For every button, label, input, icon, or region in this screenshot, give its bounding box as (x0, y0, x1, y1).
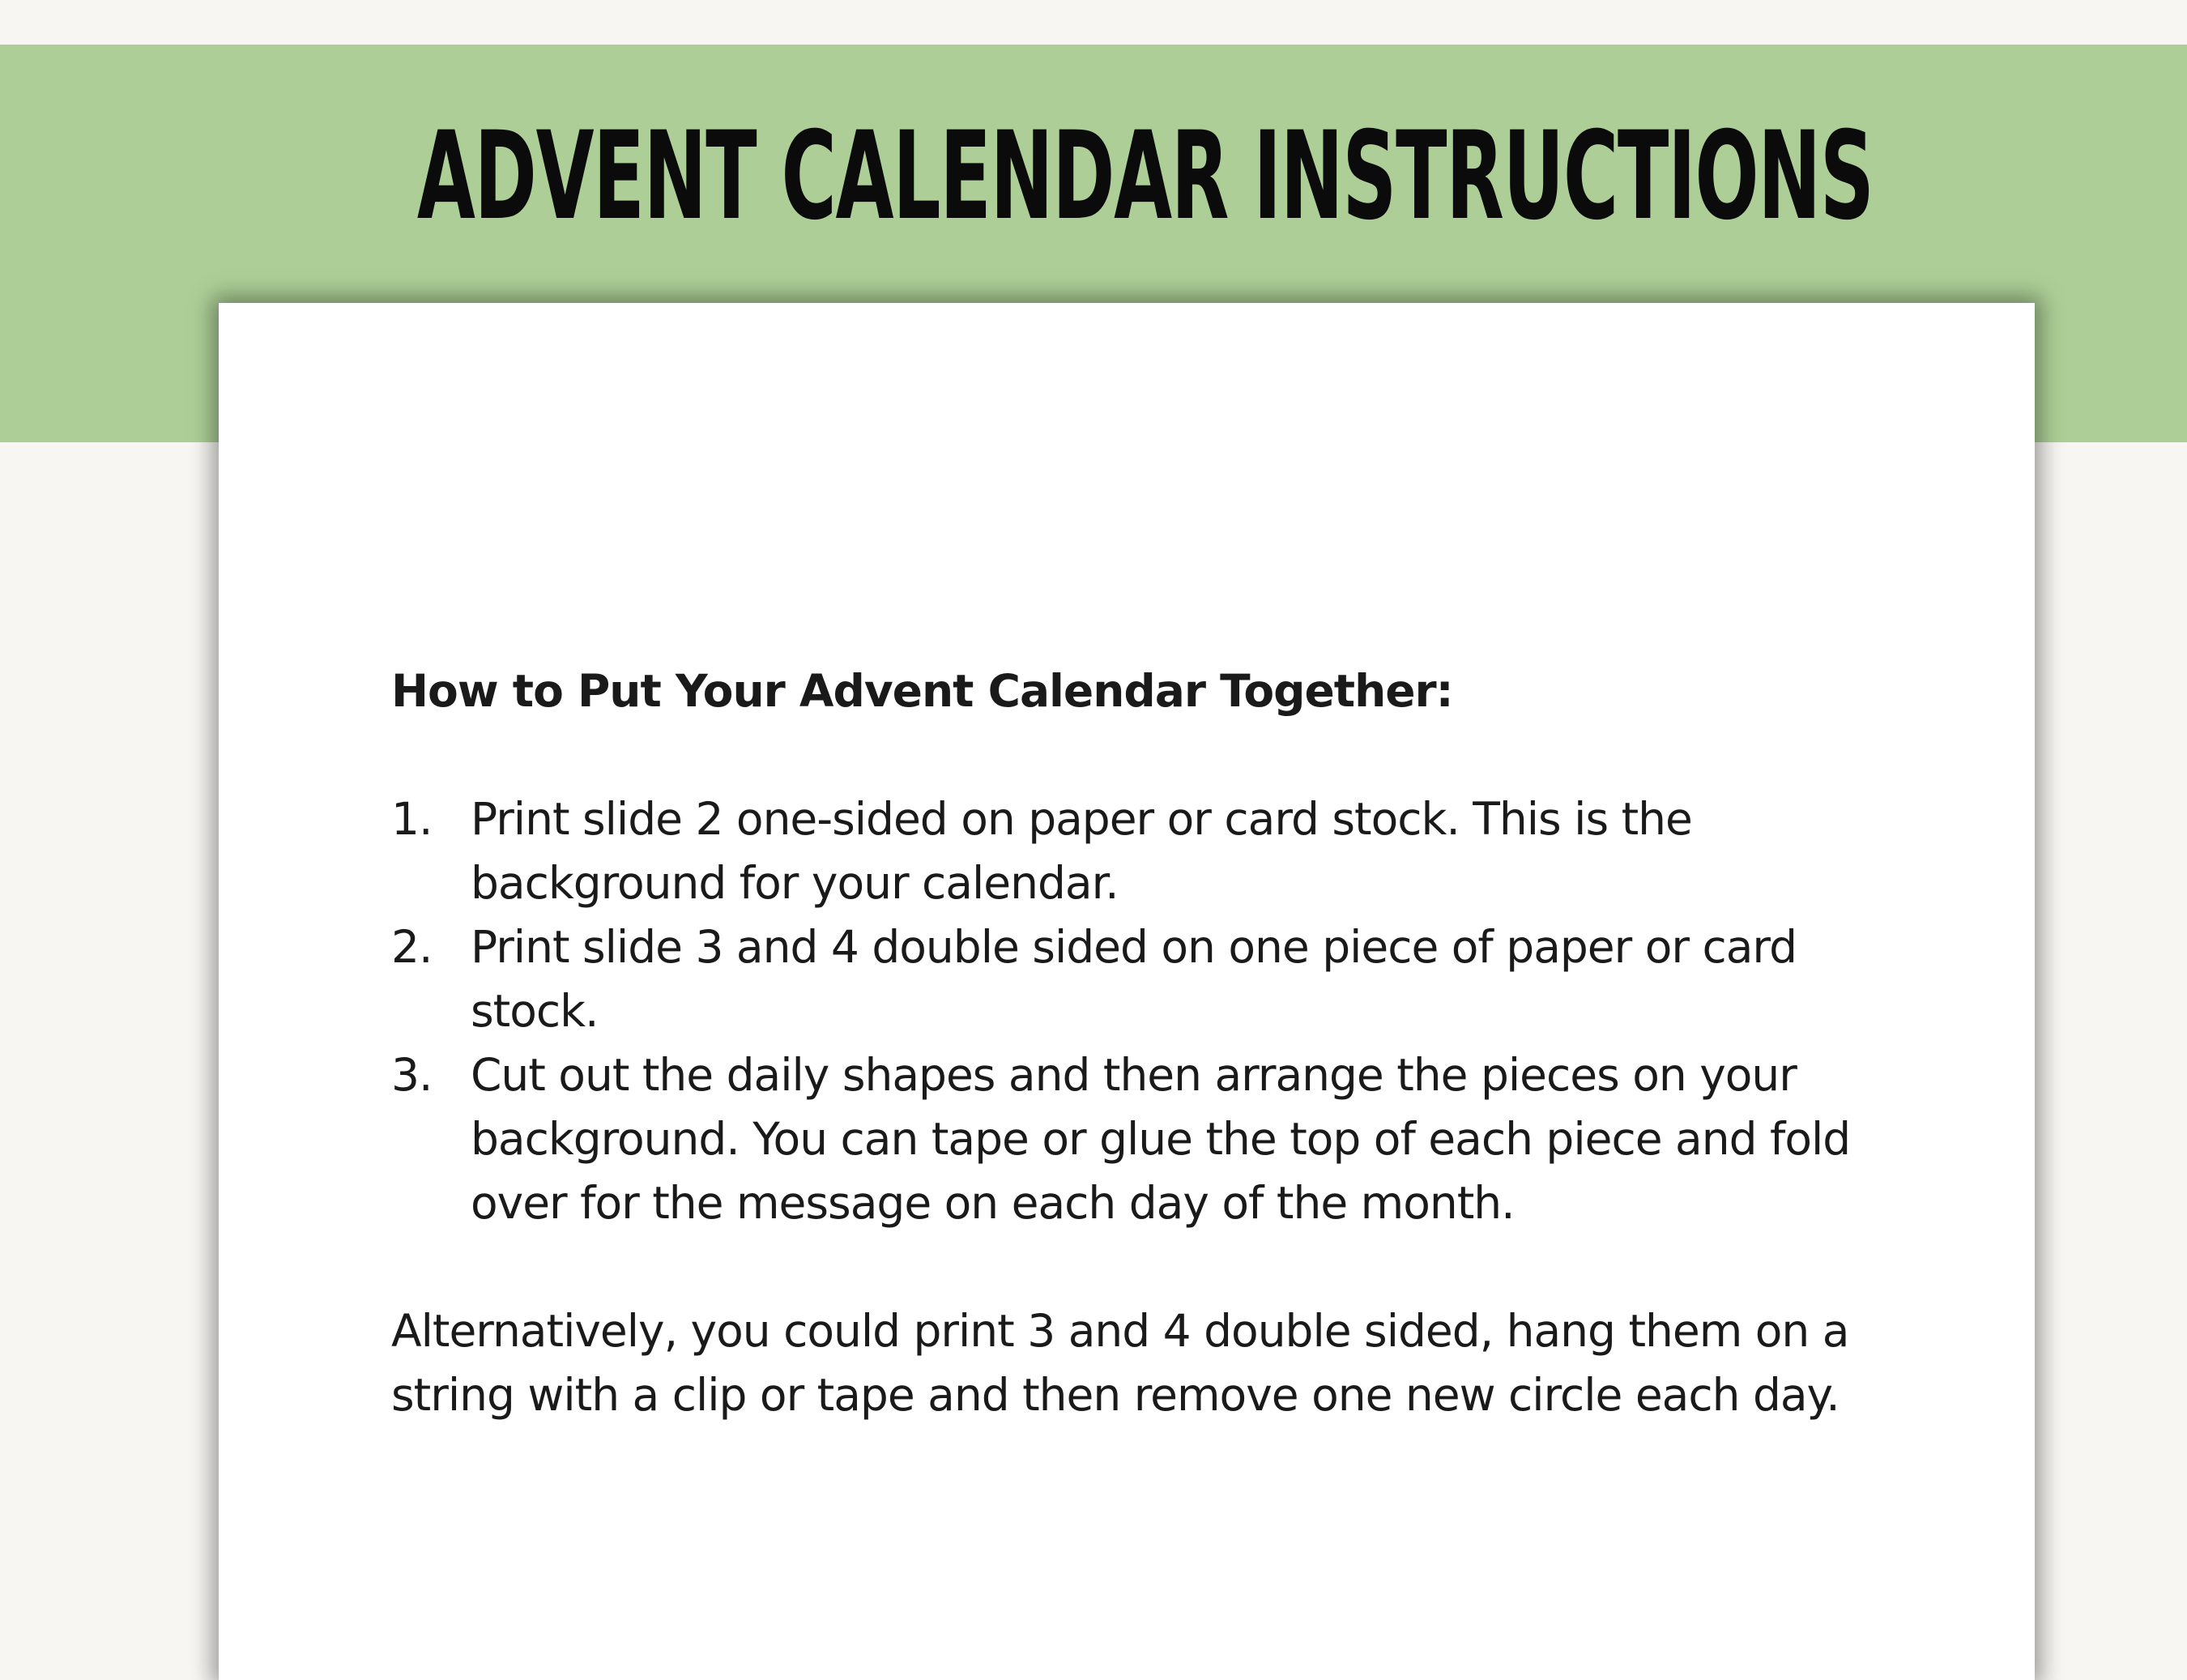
document-heading: How to Put Your Advent Calendar Together: (391, 665, 1453, 717)
step-item (391, 915, 1930, 1043)
step-text: Cut out the daily shapes and then arrange the pieces on your background. You can tape or glue the top of each piece and fold over for the message on each day of the month. (471, 1049, 1851, 1229)
document-sheet (219, 303, 2035, 1680)
step-number: 1. (391, 793, 433, 845)
step-text: Print slide 2 one-sided on paper or card stock. This is the background for your calendar. (471, 793, 1692, 909)
step-item (391, 1043, 1930, 1235)
step-item (391, 787, 1930, 915)
step-text: Print slide 3 and 4 double sided on one piece of paper or card stock. (471, 921, 1797, 1037)
document-body (391, 659, 1930, 1427)
steps-list (391, 787, 1930, 1235)
top-margin (0, 0, 2187, 45)
alternative-note: Alternatively, you could print 3 and 4 double sided, hang them on a string with a clip or tape and then remove one new circle each day. (391, 1305, 1849, 1421)
step-number: 3. (391, 1049, 433, 1101)
step-number: 2. (391, 921, 433, 973)
banner-title: ADVENT CALENDAR INSTRUCTIONS (416, 106, 1874, 247)
